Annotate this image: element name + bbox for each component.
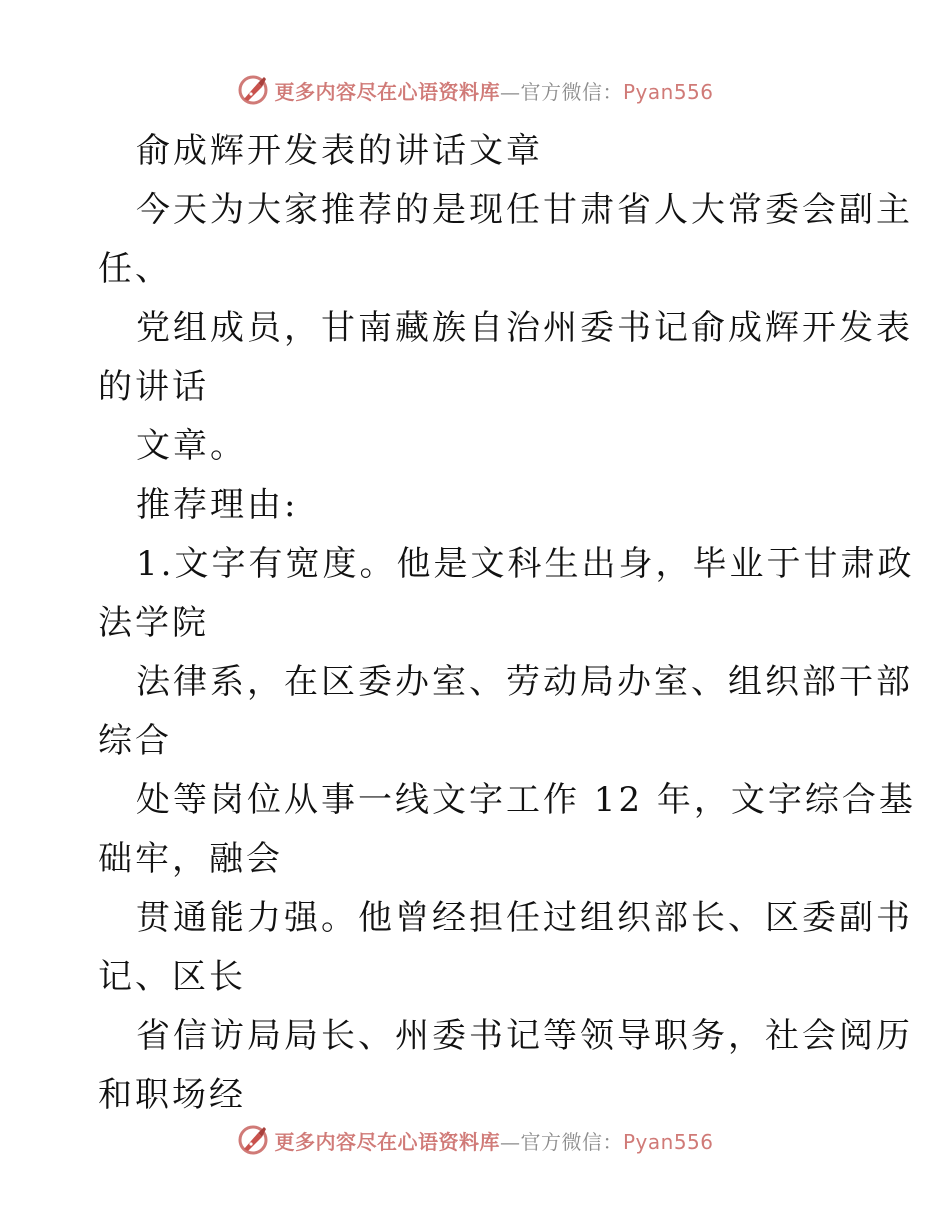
text-line: 推荐理由: bbox=[136, 485, 299, 525]
pen-nib-icon bbox=[236, 73, 270, 107]
banner-separator: — bbox=[499, 79, 521, 104]
text-line: 贯通能力强。他曾经担任过组织部长、区委副书 bbox=[136, 898, 913, 938]
text-line: 记、区长 bbox=[98, 957, 246, 997]
banner-wechat-id: Pyan556 bbox=[622, 79, 714, 104]
text-line: 省信访局局长、州委书记等领导职务，社会阅历 bbox=[136, 1016, 913, 1056]
text-line: 和职场经 bbox=[98, 1075, 246, 1115]
banner-link[interactable]: 更多内容尽在心语资料库 bbox=[274, 79, 500, 104]
banner-link[interactable]: 更多内容尽在心语资料库 bbox=[274, 1129, 500, 1154]
document-body bbox=[98, 122, 916, 1125]
banner-separator: — bbox=[499, 1129, 521, 1154]
text-line: 文章。 bbox=[136, 426, 247, 466]
banner-wechat-label: 官方微信： bbox=[520, 79, 623, 104]
header-banner bbox=[0, 70, 950, 110]
text-line: 的讲话 bbox=[98, 367, 209, 407]
banner-wechat-label: 官方微信： bbox=[520, 1129, 623, 1154]
text-line: 任、 bbox=[98, 249, 172, 289]
text-line: 法学院 bbox=[98, 603, 209, 643]
text-line: 党组成员，甘南藏族自治州委书记俞成辉开发表 bbox=[136, 308, 913, 348]
footer-banner bbox=[0, 1120, 950, 1160]
text-line: 1.文字有宽度。他是文科生出身，毕业于甘肃政 bbox=[136, 544, 915, 584]
text-line: 础牢，融会 bbox=[98, 839, 283, 879]
document-title: 俞成辉开发表的讲话文章 bbox=[136, 131, 543, 171]
text-line: 今天为大家推荐的是现任甘肃省人大常委会副主 bbox=[136, 190, 913, 230]
banner-wechat-id: Pyan556 bbox=[622, 1129, 714, 1154]
pen-nib-icon bbox=[236, 1123, 270, 1157]
text-line: 综合 bbox=[98, 721, 172, 761]
text-line: 处等岗位从事一线文字工作 12 年，文字综合基 bbox=[136, 780, 916, 820]
text-line: 法律系，在区委办室、劳动局办室、组织部干部 bbox=[136, 662, 913, 702]
